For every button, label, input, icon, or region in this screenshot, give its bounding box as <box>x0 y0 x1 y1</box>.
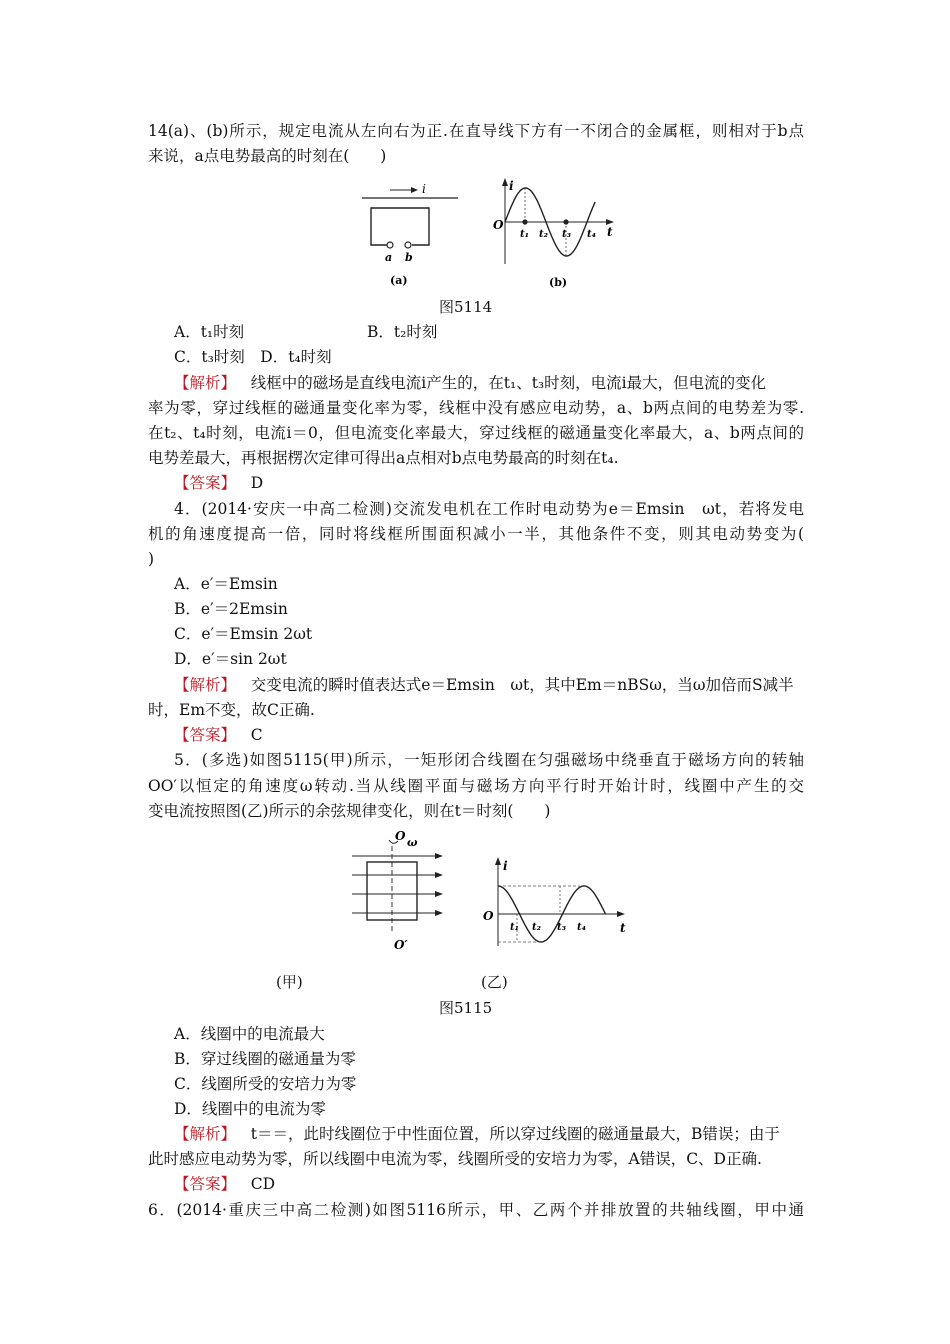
figure-sub-label-jia: (甲) <box>276 973 303 991</box>
q3-answer <box>174 473 263 493</box>
point-b-label: b <box>405 251 413 264</box>
q5-analysis-text-1: t＝＝，此时线圈位于中性面位置，所以穿过线圈的磁通量最大，B错误；由于 <box>250 1125 780 1143</box>
q3-analysis-line-4: 电势差最大，再根据楞次定律可得出a点相对b点电势最高的时刻在t₄. <box>148 449 619 467</box>
y-axis-label: i <box>509 179 514 193</box>
q4-option-d: D．e′＝sin 2ωt <box>174 650 287 668</box>
q5-answer-value: CD <box>250 1175 276 1193</box>
figure-sub-label-yi: (乙) <box>481 973 508 991</box>
answer-tag: 【答案】 <box>174 726 237 744</box>
t1-point <box>522 219 527 224</box>
q5-option-c: C．线圈所受的安培力为零 <box>174 1075 357 1093</box>
y-axis-label: i <box>503 859 508 873</box>
tick-t2: t₂ <box>532 922 541 933</box>
q5-option-a: A．线圈中的电流最大 <box>174 1025 325 1043</box>
figure-caption-5114: 图5114 <box>439 298 493 316</box>
tick-t3: t₃ <box>557 922 566 933</box>
q3-analysis-text-1: 线框中的磁场是直线电流i产生的，在t₁、t₃时刻，电流i最大，但电流的变化 <box>250 374 767 392</box>
terminal-b <box>405 242 411 248</box>
figure-caption-5115: 图5115 <box>439 999 493 1017</box>
q4-answer <box>174 725 263 745</box>
t3-point <box>563 219 568 224</box>
q3-option-a: A．t₁时刻 <box>174 323 245 341</box>
q4-analysis-line-2: 时，Em不变，故C正确. <box>148 701 315 719</box>
tick-t4: t₄ <box>587 229 596 240</box>
terminal-a <box>387 242 393 248</box>
q4-analysis-line-1 <box>174 675 794 695</box>
omega-label: ω <box>407 836 418 849</box>
q5-answer <box>174 1174 275 1194</box>
q3-analysis-line-3: 在t₂、t₄时刻，电流i＝0，但电流变化率最大，穿过线框的磁通量变化率最大，a、b两点间的 <box>148 424 804 442</box>
figure-5115-jia <box>346 826 456 960</box>
q4-analysis-text-1: 交变电流的瞬时值表达式e＝Emsin ωt，其中Em＝nBSω，当ω加倍而S减半 <box>250 676 794 694</box>
sub-label-b: (b) <box>549 276 568 289</box>
q4-option-a: A．e′＝Emsin <box>174 575 278 593</box>
q4-stem-line-2: 机的角速度提高一倍，同时将线框所围面积减小一半，其他条件不变，则其电动势变为( <box>148 525 804 543</box>
q5-analysis-line-2: 此时感应电动势为零，所以线圈中电流为零，线圈所受的安培力为零，A错误，C、D正确. <box>148 1150 762 1168</box>
point-a-label: a <box>385 251 393 264</box>
q5-option-b: B．穿过线圈的磁通量为零 <box>174 1050 356 1068</box>
q3-answer-value: D <box>250 474 264 492</box>
q5-stem-line-2: OO′以恒定的角速度ω转动.当从线圈平面与磁场方向平行时开始计时，线圈中产生的交 <box>148 777 804 795</box>
axis-top-label: O <box>395 829 406 843</box>
q5-analysis-line-1 <box>174 1124 780 1144</box>
q3-analysis-line-2: 率为零，穿过线框的磁通量变化率为零，线框中没有感应电动势，a、b两点间的电势差为零. <box>148 399 804 417</box>
origin-label: O <box>483 909 494 923</box>
tick-t1: t₁ <box>510 922 519 933</box>
analysis-tag: 【解析】 <box>174 1125 237 1143</box>
tick-t3: t₃ <box>562 229 571 240</box>
q3-stem-line-1: 14(a)、(b)所示，规定电流从左向右为正.在直导线下方有一不闭合的金属框，则相对于b点 <box>148 122 804 140</box>
q4-stem-line-3: ) <box>148 550 155 568</box>
tick-t1: t₁ <box>520 229 529 240</box>
x-axis-label: t <box>607 225 613 239</box>
figure-5115-yi <box>478 852 638 952</box>
figure-5114-a <box>360 178 464 290</box>
axis-bottom-label: O′ <box>394 938 408 952</box>
q5-stem-line-3: 变电流按照图(乙)所示的余弦规律变化，则在t＝时刻( ) <box>148 802 551 820</box>
analysis-tag: 【解析】 <box>174 374 237 392</box>
q4-option-c: C．e′＝Emsin 2ωt <box>174 625 313 643</box>
analysis-tag: 【解析】 <box>174 676 237 694</box>
figure-5114-b <box>487 174 627 292</box>
q3-option-b: B．t₂时刻 <box>367 323 438 341</box>
q3-option-cd: C．t₃时刻 D．t₄时刻 <box>174 348 332 366</box>
answer-tag: 【答案】 <box>174 1175 237 1193</box>
origin-label: O <box>493 218 504 232</box>
q3-stem-line-2: 来说，a点电势最高的时刻在( ) <box>148 147 387 165</box>
x-axis-label: t <box>620 921 626 935</box>
tick-t4: t₄ <box>577 922 586 933</box>
q5-stem-line-1: 5．(多选)如图5115(甲)所示，一矩形闭合线圈在匀强磁场中绕垂直于磁场方向的转轴 <box>174 751 804 769</box>
q5-option-d: D．线圈中的电流为零 <box>174 1100 326 1118</box>
sub-label-a: (a) <box>390 274 408 287</box>
tick-t2: t₂ <box>539 229 548 240</box>
q4-answer-value: C <box>250 726 263 744</box>
q6-stem-line-1: 6．(2014·重庆三中高二检测)如图5116所示，甲、乙两个并排放置的共轴线圈，甲中通 <box>148 1201 804 1219</box>
q3-analysis-line-1 <box>174 373 766 393</box>
answer-tag: 【答案】 <box>174 474 237 492</box>
q4-option-b: B．e′＝2Emsin <box>174 600 288 618</box>
current-i-label: i <box>422 182 426 196</box>
q4-stem-line-1: 4．(2014·安庆一中高二检测)交流发电机在工作时电动势为e＝Emsin ωt，若将发电 <box>174 500 804 518</box>
